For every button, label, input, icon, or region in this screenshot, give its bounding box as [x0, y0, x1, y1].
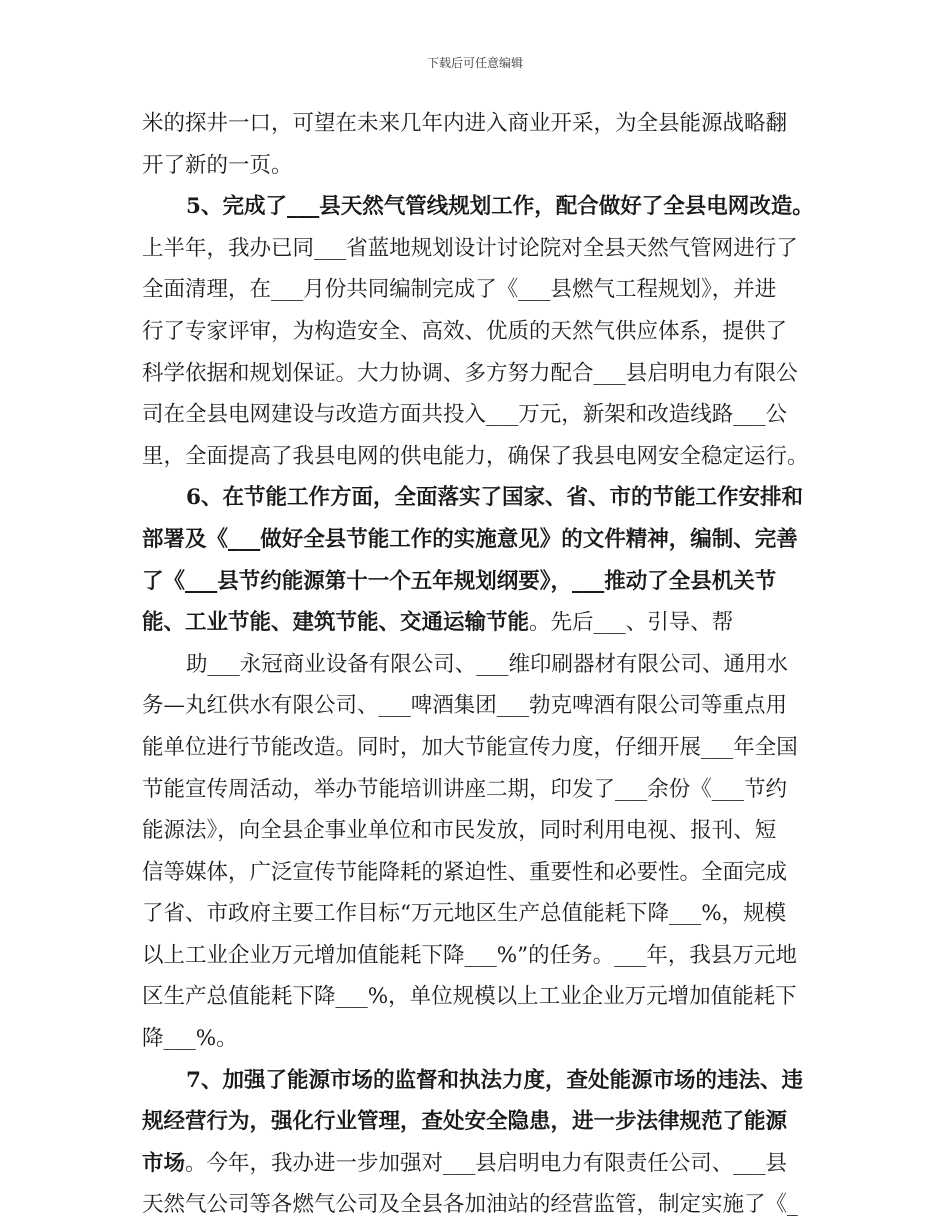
text-segment: 上半年，我办已同___省蓝地规划设计讨论院对全县天然气管网进行了 [142, 235, 798, 261]
bold-text-segment: 5、完成了___县天然气管线规划工作，配合做好了全县电网改造。 [186, 194, 814, 220]
text-segment: 能源法》，向全县企事业单位和市民发放，同时利用电视、报刊、短 [142, 818, 777, 844]
text-segment: 能单位进行节能改造。同时，加大节能宣传力度，仔细开展___年全国 [142, 734, 798, 760]
text-segment: 全面清理，在___月份共同编制完成了《___县燃气工程规划》，并进 [142, 277, 777, 303]
text-line [142, 935, 822, 977]
text-segment: 助___永冠商业设备有限公司、___维印刷器材有限公司、通用水 [186, 651, 789, 677]
text-line [142, 353, 822, 395]
text-segment: 务—丸红供水有限公司、___啤酒集团___勃克啤酒有限公司等重点用 [142, 693, 788, 719]
text-line [142, 769, 822, 811]
text-segment: 米的探井一口，可望在未来几年内进入商业开采，为全县能源战略翻 [142, 111, 788, 136]
bold-text-segment: 部署及《___做好全县节能工作的实施意见》的文件精神，编制、完善 [142, 526, 798, 552]
bold-text-segment: 能、工业节能、建筑节能、交通运输节能 [142, 610, 530, 636]
bold-text-segment: 了《___县节约能源第十一个五年规划纲要》，___推动了全县机关节 [142, 568, 777, 594]
text-line [142, 1018, 822, 1060]
text-line [142, 186, 822, 228]
text-line [142, 311, 822, 353]
text-line [142, 436, 822, 478]
text-line [142, 685, 822, 727]
bold-text-segment: 7、加强了能源市场的监督和执法力度，查处能源市场的违法、违 [186, 1067, 803, 1093]
bold-text-segment: 市场 [142, 1150, 186, 1176]
page-header: 下载后可任意编辑 [426, 56, 523, 70]
text-line [142, 893, 822, 935]
text-line [142, 976, 822, 1018]
text-line [142, 644, 822, 686]
text-segment: 。先后___、引导、帮 [529, 610, 734, 636]
text-segment: 了省、市政府主要工作目标“万元地区生产总值能耗下降___%，规模 [142, 901, 787, 927]
text-line [142, 103, 822, 145]
text-line [142, 145, 822, 187]
text-segment: 区生产总值能耗下降___%，单位规模以上工业企业万元增加值能耗下 [142, 984, 797, 1010]
text-segment: 以上工业企业万元增加值能耗下降___%”的任务。___年，我县万元地 [142, 942, 797, 968]
text-line [142, 1060, 822, 1102]
text-line [142, 1143, 822, 1185]
text-line [142, 269, 822, 311]
text-segment: 行了专家评审，为构造安全、高效、优质的天然气供应体系，提供了 [142, 318, 788, 344]
text-segment: 节能宣传周活动，举办节能培训讲座二期，印发了___余份《___节约 [142, 776, 788, 802]
text-line [142, 1184, 822, 1226]
text-line [142, 477, 822, 519]
text-segment: 科学依据和规划保证。大力协调、多方努力配合___县启明电力有限公 [142, 360, 798, 386]
text-segment: 开了新的一页。 [142, 152, 293, 178]
document-body [142, 103, 822, 1226]
bold-text-segment: 规经营行为，强化行业管理，查处安全隐患，进一步法律规范了能源 [142, 1109, 788, 1135]
text-segment: 。今年，我办进一步加强对___县启明电力有限责任公司、___县 [185, 1150, 788, 1176]
text-line [142, 727, 822, 769]
text-line [142, 810, 822, 852]
text-line [142, 1101, 822, 1143]
text-segment: 司在全县电网建设与改造方面共投入___万元，新架和改造线路___公 [142, 402, 788, 428]
text-segment: 天然气公司等各燃气公司及全县各加油站的经营监管，制定实施了《_ [142, 1192, 798, 1218]
text-line [142, 852, 822, 894]
text-line [142, 519, 822, 561]
bold-text-segment: 6、在节能工作方面，全面落实了国家、省、市的节能工作安排和 [186, 485, 803, 511]
text-line [142, 394, 822, 436]
text-segment: 信等媒体，广泛宣传节能降耗的紧迫性、重要性和必要性。全面完成 [142, 859, 788, 885]
text-line [142, 602, 822, 644]
text-segment: 降___%。 [142, 1026, 238, 1052]
text-line [142, 228, 822, 270]
text-segment: 里，全面提高了我县电网的供电能力，确保了我县电网安全稳定运行。 [142, 443, 809, 469]
text-line [142, 561, 822, 603]
